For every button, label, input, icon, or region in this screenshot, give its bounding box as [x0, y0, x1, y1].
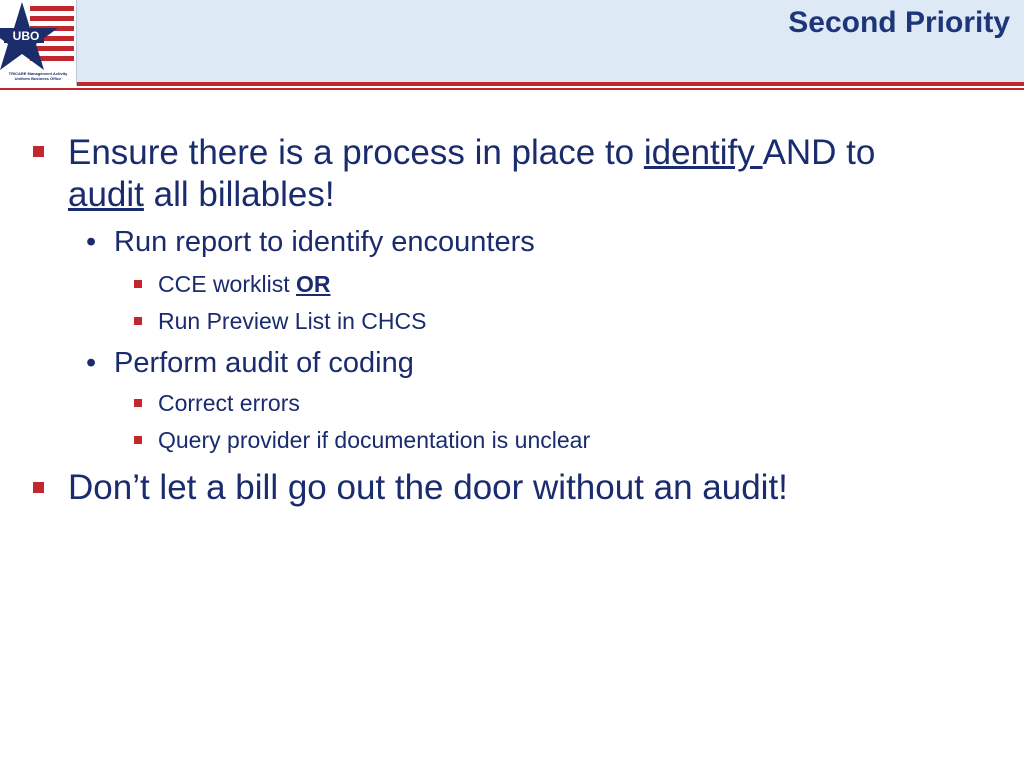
audit-underlined: audit: [68, 175, 144, 214]
logo-caption-line2: Uniform Business Office: [14, 76, 62, 81]
item-run-preview-list: Run Preview List in CHCS: [158, 308, 427, 334]
square-bullet-icon: [134, 399, 142, 407]
item-correct-errors: Correct errors: [158, 390, 300, 416]
bullet-text: Ensure there is a process in place to: [68, 133, 644, 172]
bullet-text: AND to: [762, 133, 876, 172]
item-cce-worklist: [158, 270, 331, 298]
sub-bullet-run-report: Run report to identify encounters: [114, 226, 535, 258]
item-query-provider: Query provider if documentation is unclear: [158, 427, 591, 453]
logo-caption-line1: TRICARE Management Activity: [8, 71, 68, 76]
slide-title: Second Priority: [788, 6, 1010, 39]
item-text: CCE worklist: [158, 271, 297, 297]
square-bullet-icon: [134, 436, 142, 444]
square-bullet-icon: [134, 317, 142, 325]
or-emphasis: OR: [296, 271, 331, 297]
identify-underlined: identify: [643, 133, 763, 172]
dot-bullet-icon: •: [86, 347, 97, 379]
bullet-text: all billables!: [143, 175, 335, 214]
square-bullet-icon: [33, 482, 44, 493]
dot-bullet-icon: •: [86, 226, 97, 258]
bullet-ensure-process: [68, 132, 1003, 216]
square-bullet-icon: [134, 280, 142, 288]
sub-bullet-perform-audit: Perform audit of coding: [114, 347, 414, 379]
logo-text: UBO: [12, 29, 40, 43]
bullet-dont-let-bill: Don’t let a bill go out the door without an audit!: [68, 468, 788, 507]
square-bullet-icon: [33, 146, 44, 157]
